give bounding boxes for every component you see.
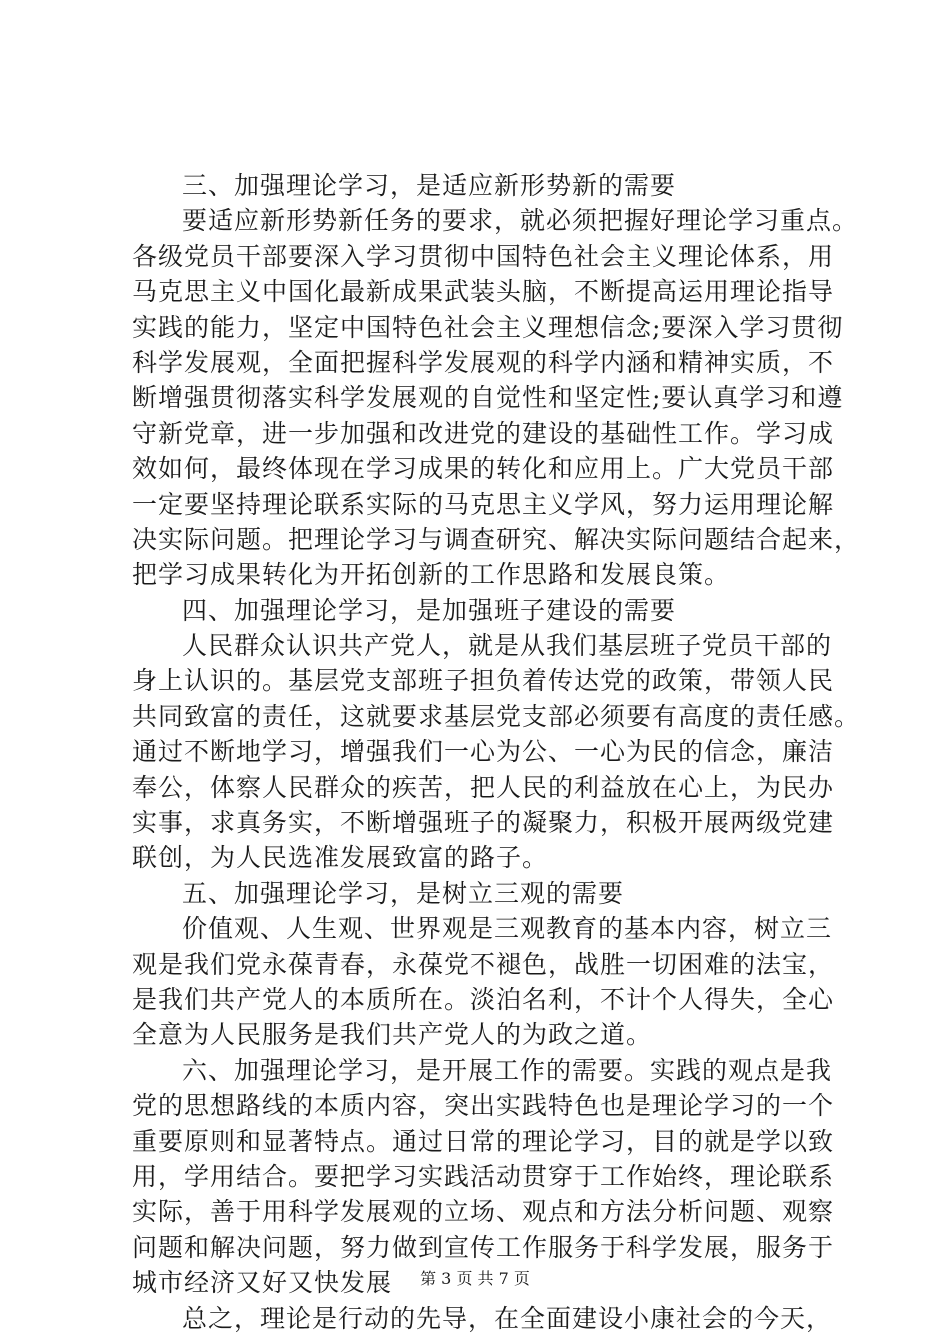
text-line: 一定要坚持理论联系实际的马克思主义学风，努力运用理论解 bbox=[132, 489, 835, 519]
text-line: 是我们共产党人的本质所在。淡泊名利，不计个人得失，全心 bbox=[132, 984, 835, 1014]
text-line: 重要原则和显著特点。通过日常的理论学习，目的就是学以致 bbox=[132, 1126, 835, 1156]
text-line: 党的思想路线的本质内容，突出实践特色也是理论学习的一个 bbox=[132, 1091, 835, 1121]
text-line: 三、加强理论学习，是适应新形势新的需要 bbox=[182, 171, 677, 200]
text-line: 城市经济又好又快发展 bbox=[132, 1268, 393, 1298]
text-line: 马克思主义中国化最新成果武装头脑，不断提高运用理论指导 bbox=[132, 277, 835, 307]
text-line: 价值观、人生观、世界观是三观教育的基本内容，树立三 bbox=[182, 914, 833, 944]
text-line: 身上认识的。基层党支部班子担负着传达党的政策，带领人民 bbox=[132, 666, 835, 696]
text-line: 奉公，体察人民群众的疾苦，把人民的利益放在心上，为民办 bbox=[132, 772, 835, 802]
text-line: 全意为人民服务是我们共产党人的为政之道。 bbox=[132, 1020, 653, 1050]
text-line: 守新党章，进一步加强和改进党的建设的基础性工作。学习成 bbox=[132, 418, 835, 448]
text-line: 要适应新形势新任务的要求，就必须把握好理论学习重点。 bbox=[182, 206, 859, 236]
document-body bbox=[132, 168, 861, 1336]
text-line: 断增强贯彻落实科学发展观的自觉性和坚定性;要认真学习和遵 bbox=[132, 383, 844, 413]
text-line: 实事，求真务实，不断增强班子的凝聚力，积极开展两级党建 bbox=[132, 808, 835, 838]
text-line: 观是我们党永葆青春，永葆党不褪色，战胜一切困难的法宝， bbox=[132, 949, 835, 979]
text-line: 把学习成果转化为开拓创新的工作思路和发展良策。 bbox=[132, 560, 731, 590]
text-line: 五、加强理论学习，是树立三观的需要 bbox=[182, 878, 625, 908]
text-line: 科学发展观，全面把握科学发展观的科学内涵和精神实质，不 bbox=[132, 347, 835, 377]
text-line: 用，学用结合。要把学习实践活动贯穿于工作始终，理论联系 bbox=[132, 1161, 835, 1191]
text-line: 问题和解决问题，努力做到宣传工作服务于科学发展，服务于 bbox=[132, 1232, 835, 1262]
text-line: 实际，善于用科学发展观的立场、观点和方法分析问题、观察 bbox=[132, 1197, 835, 1227]
text-line: 四、加强理论学习，是加强班子建设的需要 bbox=[182, 595, 677, 625]
text-line: 人民群众认识共产党人，就是从我们基层班子党员干部的 bbox=[182, 631, 833, 661]
text-line: 六、加强理论学习，是开展工作的需要。实践的观点是我 bbox=[182, 1055, 833, 1085]
text-line: 总之，理论是行动的先导，在全面建设小康社会的今天， bbox=[182, 1303, 833, 1333]
text-line: 联创，为人民选准发展致富的路子。 bbox=[132, 843, 549, 873]
text-line: 决实际问题。把理论学习与调查研究、解决实际问题结合起来， bbox=[132, 524, 861, 554]
text-line: 通过不断地学习，增强我们一心为公、一心为民的信念，廉洁 bbox=[132, 737, 835, 767]
text-line: 各级党员干部要深入学习贯彻中国特色社会主义理论体系，用 bbox=[132, 241, 835, 271]
text-line: 效如何，最终体现在学习成果的转化和应用上。广大党员干部 bbox=[132, 454, 835, 484]
text-line: 实践的能力，坚定中国特色社会主义理想信念;要深入学习贯彻 bbox=[132, 312, 844, 342]
text-line: 共同致富的责任，这就要求基层党支部必须要有高度的责任感。 bbox=[132, 701, 861, 731]
page-footer: 第 3 页 共 7 页 bbox=[420, 1269, 530, 1288]
